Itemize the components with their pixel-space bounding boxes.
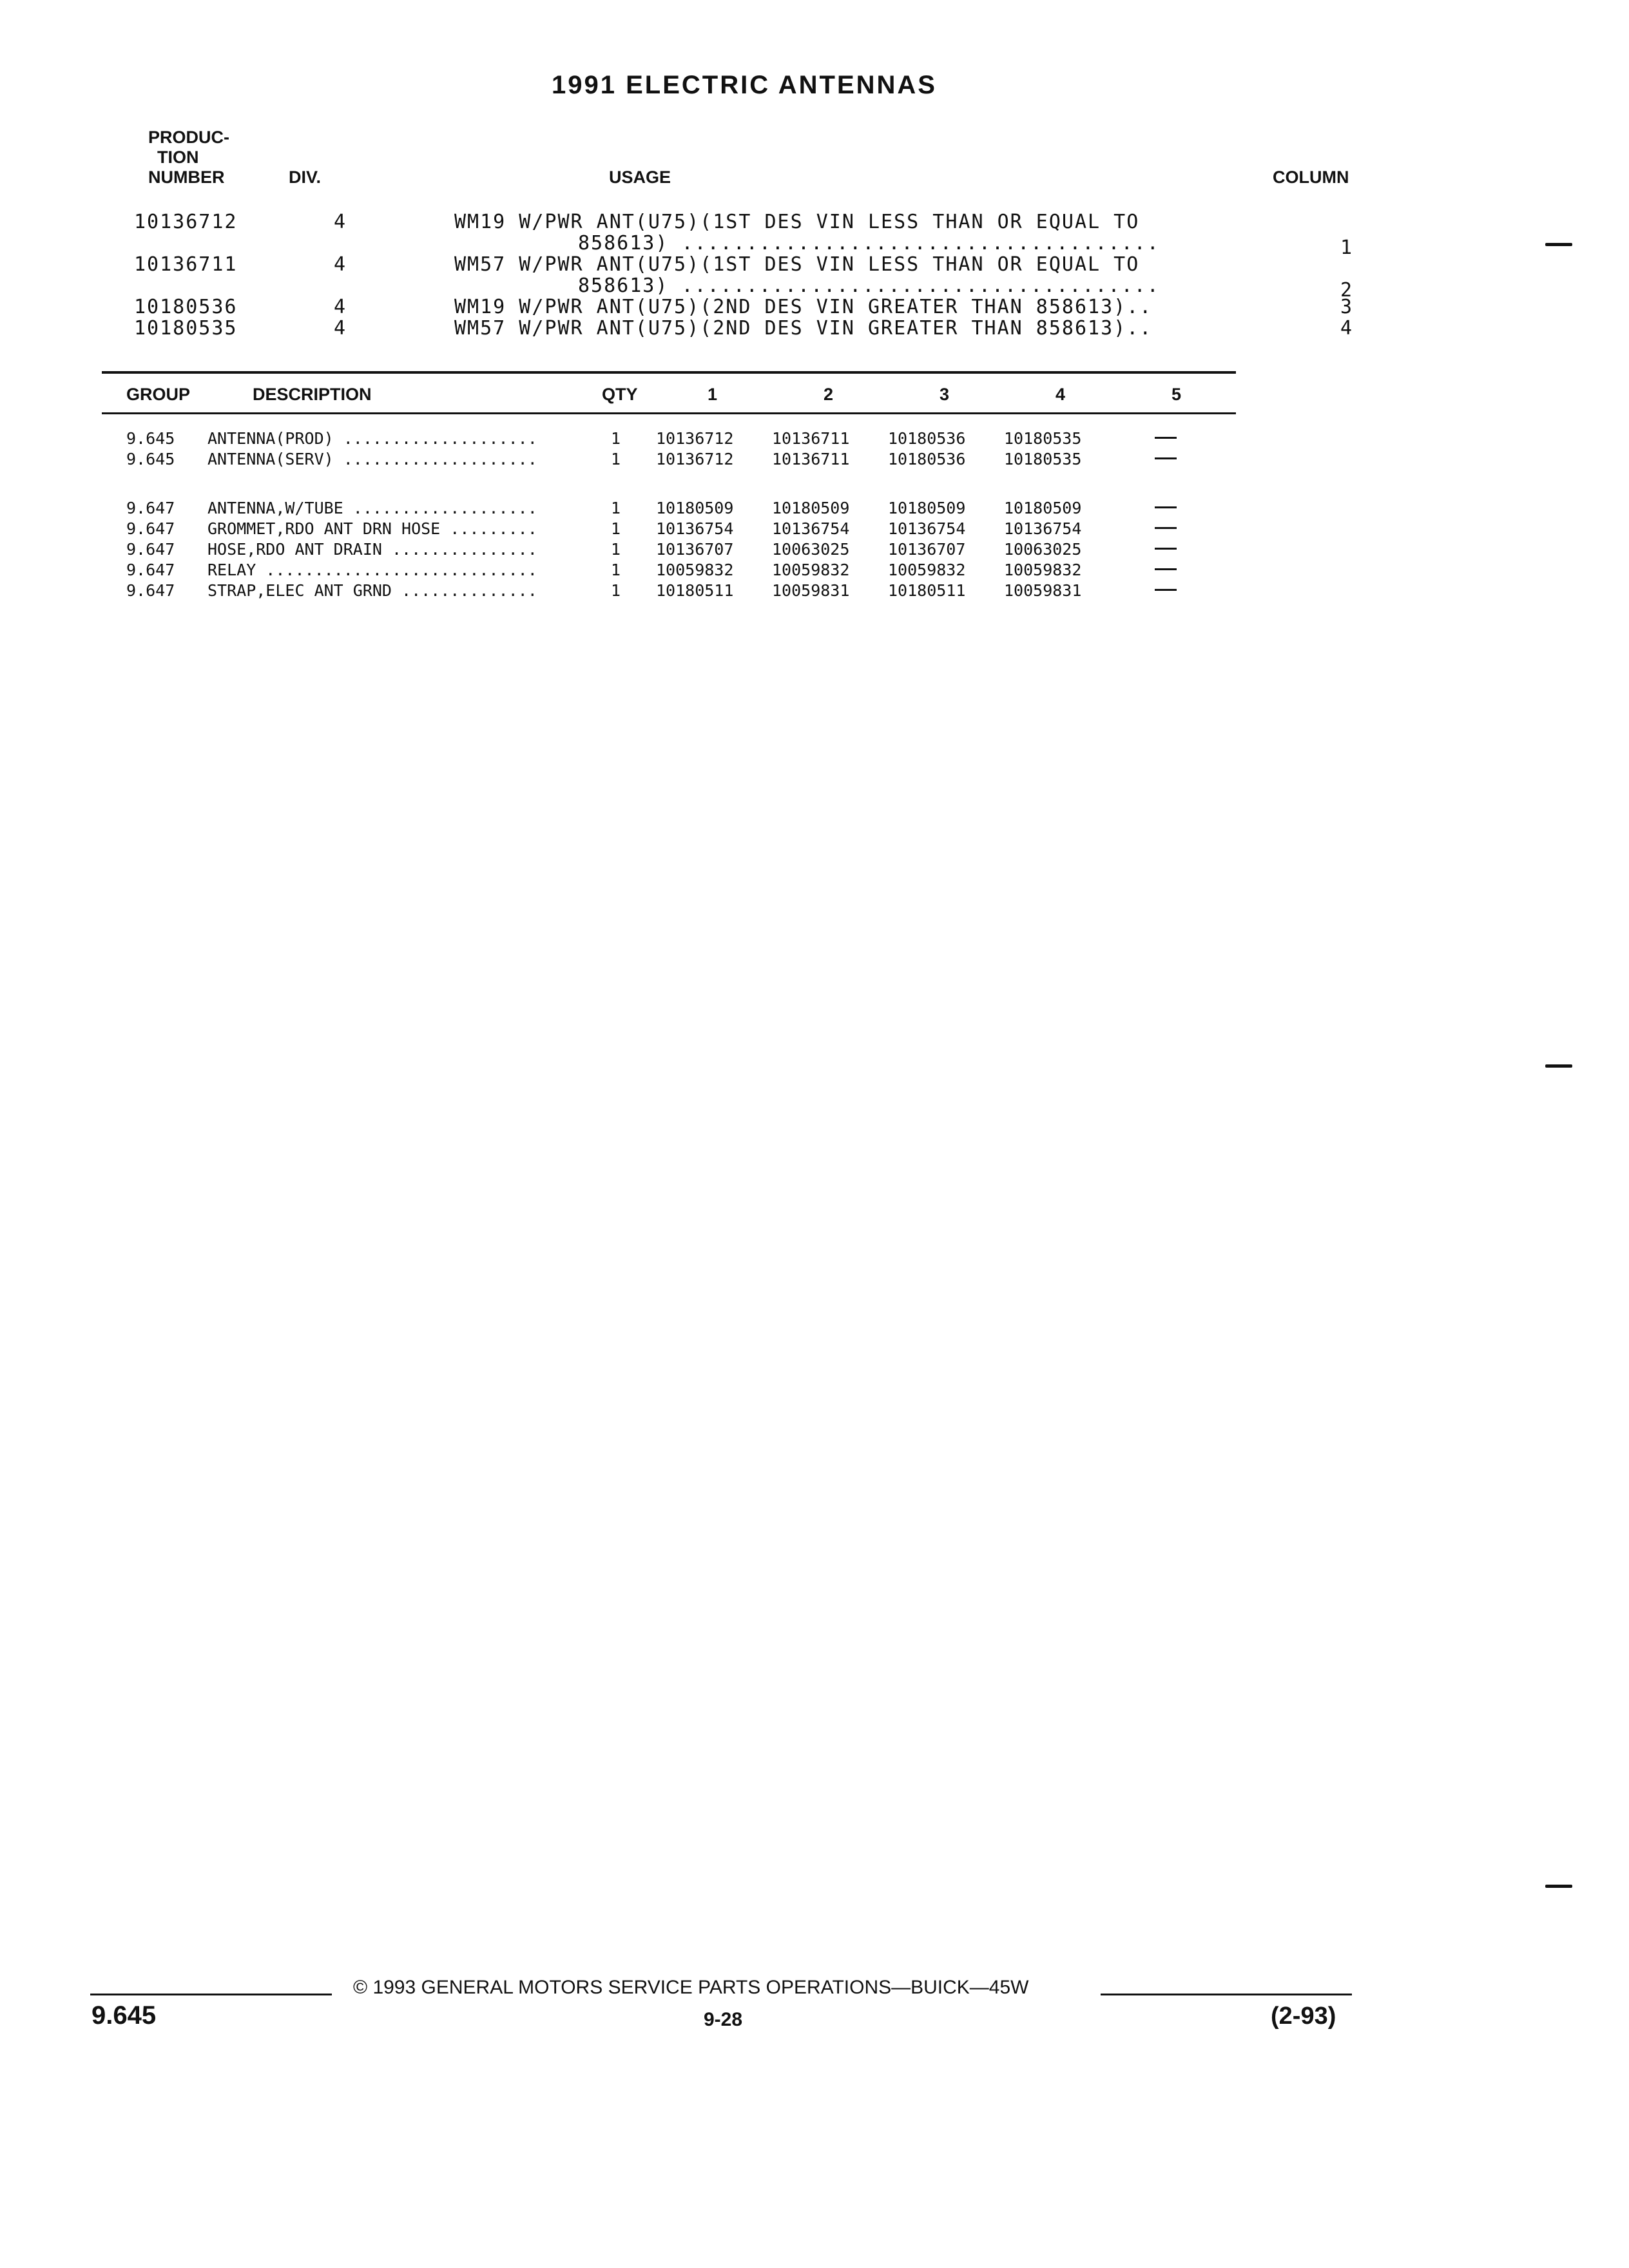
footer-group-number: 9.645 <box>92 2001 157 2030</box>
usage-row <box>0 211 1418 259</box>
col-5-dash <box>1155 506 1177 508</box>
group-header: GROUP <box>126 385 191 404</box>
part-qty: 1 <box>611 581 621 600</box>
column-header: COLUMN <box>1273 168 1349 187</box>
group-number: 9.645 <box>126 429 175 448</box>
margin-tick-mark <box>1545 243 1572 246</box>
part-qty: 1 <box>611 499 621 517</box>
part-number-col-4: 10063025 <box>1004 540 1082 559</box>
part-description: HOSE,RDO ANT DRAIN ............... <box>207 540 537 559</box>
group-number: 9.647 <box>126 581 175 600</box>
column-number: 3 <box>1340 296 1354 318</box>
production-number: 10136711 <box>134 253 238 276</box>
part-number-col-1: 10136712 <box>656 450 734 468</box>
part-number-col-3: 10136707 <box>888 540 966 559</box>
usage-text: WM19 W/PWR ANT(U75)(1ST DES VIN LESS THAN OR EQUAL TO <box>454 211 1140 233</box>
column-2-header: 2 <box>824 385 834 404</box>
group-number: 9.647 <box>126 540 175 559</box>
col-5-dash <box>1155 568 1177 570</box>
part-description: RELAY ............................ <box>207 561 537 579</box>
part-number-col-1: 10136712 <box>656 429 734 448</box>
col-5-dash <box>1155 437 1177 439</box>
part-description: ANTENNA,W/TUBE ................... <box>207 499 537 517</box>
col-5-dash <box>1155 457 1177 459</box>
description-header: DESCRIPTION <box>253 385 372 404</box>
parts-table <box>0 428 1418 601</box>
part-description: ANTENNA(SERV) .................... <box>207 450 537 468</box>
col-5-dash <box>1155 589 1177 591</box>
part-number-col-3: 10180511 <box>888 581 966 600</box>
column-5-header: 5 <box>1171 385 1182 404</box>
qty-header: QTY <box>602 385 638 404</box>
column-3-header: 3 <box>940 385 950 404</box>
part-number-col-1: 10136754 <box>656 519 734 538</box>
part-number-col-3: 10136754 <box>888 519 966 538</box>
div-header: DIV. <box>289 168 322 187</box>
revision-date: (2-93) <box>1271 2003 1336 2030</box>
group-number: 9.647 <box>126 519 175 538</box>
usage-table <box>0 211 1418 339</box>
division: 4 <box>334 317 347 340</box>
production-number: 10136712 <box>134 211 238 233</box>
part-qty: 1 <box>611 429 621 448</box>
production-number: 10180536 <box>134 296 238 318</box>
col-5-dash <box>1155 548 1177 550</box>
table-row <box>0 428 1418 449</box>
page-number: 9-28 <box>704 2009 743 2030</box>
footer-rule-right <box>1101 1994 1352 1995</box>
usage-row <box>0 318 1418 339</box>
division: 4 <box>334 211 347 233</box>
usage-header: USAGE <box>609 168 671 187</box>
division: 4 <box>334 253 347 276</box>
part-number-col-3: 10180536 <box>888 450 966 468</box>
part-number-col-2: 10136754 <box>772 519 850 538</box>
part-number-col-2: 10136711 <box>772 450 850 468</box>
part-qty: 1 <box>611 561 621 579</box>
part-description: ANTENNA(PROD) .................... <box>207 429 537 448</box>
usage-text-continued: 858613) ..................................... <box>578 232 1160 255</box>
table-row <box>0 581 1418 601</box>
usage-text-continued: 858613) ..................................... <box>578 274 1160 297</box>
part-number-col-2: 10063025 <box>772 540 850 559</box>
production-number-header: PRODUC- TION NUMBER <box>148 128 229 187</box>
column-4-header: 4 <box>1055 385 1066 404</box>
part-number-col-3: 10180536 <box>888 429 966 448</box>
group-number: 9.647 <box>126 499 175 517</box>
usage-text: WM57 W/PWR ANT(U75)(2ND DES VIN GREATER THAN 858613).. <box>454 317 1153 340</box>
usage-row <box>0 296 1418 318</box>
part-number-col-4: 10059832 <box>1004 561 1082 579</box>
part-number-col-4: 10180535 <box>1004 429 1082 448</box>
part-number-col-1: 10059832 <box>656 561 734 579</box>
part-qty: 1 <box>611 540 621 559</box>
usage-row <box>0 253 1418 302</box>
table-top-rule <box>102 371 1236 374</box>
table-row <box>0 519 1418 539</box>
part-number-col-2: 10180509 <box>772 499 850 517</box>
part-number-col-1: 10180509 <box>656 499 734 517</box>
part-number-col-1: 10180511 <box>656 581 734 600</box>
production-number: 10180535 <box>134 317 238 340</box>
part-number-col-3: 10180509 <box>888 499 966 517</box>
footer-rule-left <box>90 1994 332 1995</box>
division: 4 <box>334 296 347 318</box>
group-number: 9.647 <box>126 561 175 579</box>
part-number-col-4: 10180535 <box>1004 450 1082 468</box>
part-number-col-4: 10136754 <box>1004 519 1082 538</box>
page-title: 1991 ELECTRIC ANTENNAS <box>552 71 937 99</box>
column-1-header: 1 <box>708 385 718 404</box>
group-number: 9.645 <box>126 450 175 468</box>
table-row <box>0 560 1418 581</box>
part-number-col-3: 10059832 <box>888 561 966 579</box>
part-description: GROMMET,RDO ANT DRN HOSE ......... <box>207 519 537 538</box>
table-row <box>0 449 1418 470</box>
table-row <box>0 498 1418 519</box>
part-number-col-2: 10059832 <box>772 561 850 579</box>
header-bottom-rule <box>102 412 1236 414</box>
column-number: 2 <box>1340 279 1354 302</box>
part-qty: 1 <box>611 450 621 468</box>
margin-tick-mark <box>1545 1064 1572 1068</box>
column-number: 1 <box>1340 236 1354 259</box>
part-number-col-2: 10059831 <box>772 581 850 600</box>
part-number-col-1: 10136707 <box>656 540 734 559</box>
part-number-col-4: 10059831 <box>1004 581 1082 600</box>
footer-copyright: © 1993 GENERAL MOTORS SERVICE PARTS OPERATIONS—BUICK—45W <box>353 1977 1029 1998</box>
part-description: STRAP,ELEC ANT GRND .............. <box>207 581 537 600</box>
usage-text: WM19 W/PWR ANT(U75)(2ND DES VIN GREATER THAN 858613).. <box>454 296 1153 318</box>
part-number-col-4: 10180509 <box>1004 499 1082 517</box>
table-row <box>0 539 1418 560</box>
part-number-col-2: 10136711 <box>772 429 850 448</box>
usage-text: WM57 W/PWR ANT(U75)(1ST DES VIN LESS THAN OR EQUAL TO <box>454 253 1140 276</box>
col-5-dash <box>1155 527 1177 529</box>
part-qty: 1 <box>611 519 621 538</box>
margin-tick-mark <box>1545 1885 1572 1888</box>
column-number: 4 <box>1340 317 1354 340</box>
